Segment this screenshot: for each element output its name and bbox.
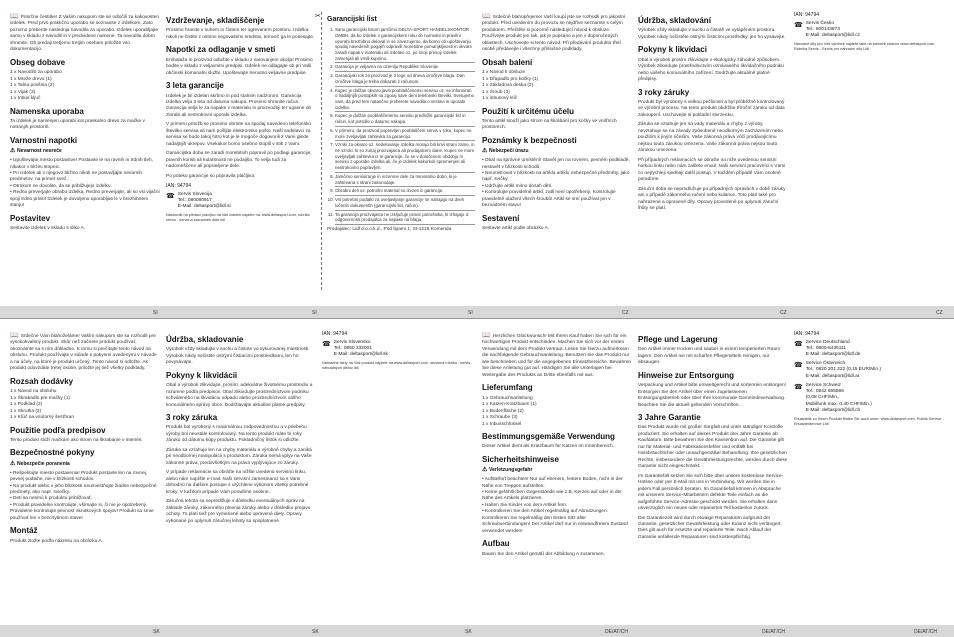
sk-service xyxy=(322,340,472,359)
si-column-2 xyxy=(166,12,316,227)
list-item: • Otrokom ne dovolite, da se približujejo izdelku. xyxy=(10,184,160,190)
de-heading-ents: Hinweise zur Entsorgung xyxy=(638,370,735,380)
list-item: 1 x Katzen-Kratzbaum (1) xyxy=(482,402,537,408)
sk-zar-text-1: Produkt bol vyrobený s maximálnou zodpovednosťou a v priebehu výroby bol neustále kontrolovaný. Na tento produkt máte tri roky záruku od dátumu kúpy produktu. Pokladničný lístok si odložte. xyxy=(166,425,307,444)
si-heading-varn: Varnostni napotki xyxy=(10,135,78,145)
list-item: • Halten Sie Kinder von dem Artikel fern. xyxy=(482,503,632,509)
list-item: 1 x Skrutka (3) xyxy=(10,408,42,414)
list-item: 10. Vsi potrebni podatki za uveljavljanje garancije se nahajajo na dveh ločenih dokumentih (garancijski list, račun). xyxy=(335,196,475,210)
page-label: DE/AT/CH xyxy=(762,628,785,635)
service-name: Service Schweiz xyxy=(805,382,841,388)
sk-tiny-note: Náhradné diely na Váš produkt nájdete na www.deltasport.com, servisná rubrika - servis náhradných dielov lidl xyxy=(322,361,471,371)
sk-rozsah-list xyxy=(10,389,160,421)
de-gar-text-3: Die Garantiezeit wird durch etwaige Reparaturen aufgrund der Garantie, gesetzlicher Gewährleistung oder Kulanz nicht verlängert. Dies gilt auch für ersetzte und reparierte Teile. Nach Ablauf der Garantie anfallende Reparaturen sind kostenpflichtig. xyxy=(638,515,782,540)
page-label: SK xyxy=(312,628,319,635)
list-item: • Upoštevajte mesto postavitve! Postavite le na ravnih in trdnih tleh, nikakor v bližini stopnic. xyxy=(10,158,160,171)
list-item: • Neumisťovat v blízkosti na artiklu artiklu nebezpečné předměty, jako např. svíčky. xyxy=(482,171,632,184)
list-item: 1 x Základová deska (2) xyxy=(482,83,534,89)
list-item: 1 x Dřapadlo pro kočky (1) xyxy=(482,76,539,82)
list-item: 3. Garancijski rok za proizvod je 3 lege od dneva izročitve blaga. Dan izročitve blaga je treba dokazati z računom. xyxy=(335,72,475,86)
list-item: 1 x Inbus ključ xyxy=(10,96,41,102)
cz-zar-text-1: Produkt byl vyrobený s velkou pečlivostí a byl průběžně kontrolovaný ve výrobní procesu. Na tento produkt obdržíte tříroční záruku od data zakoupení. Uschovejte si pokladní stvrzenku. xyxy=(638,99,785,118)
si-heading-vzdr: Vzdrževanje, skladiščenje xyxy=(166,16,265,25)
de-intro: 📖 Herzlichen Glückwunsch! Mit Ihrem Kauf haben Sie sich für ein hochwertiges Produkt entschieden. Machen Sie sich vor der ersten Verwendung mit dem Produkt vertraut. Lesen Sie hierzu aufmerksam die nachfolgende Gebrauchsanleitung. Benutzen Sie das Produkt nur wie beschrieben und für die angegebenen Einsatzbereiche. Bewahren Sie diese Anleitung gut auf. Händigen Sie alle Unterlagen bei Weitergabe des Produkts an Dritte ebenfalls mit aus. xyxy=(482,332,632,378)
si-intro: 📖 Prisrčne čestitke! Z Vašim nakupom ste se odločili za kakovosten izdelek. Pred prvo praktično uporabo se seznanite z izdelkom. Zato pozorno preberite naslednja navodila za uporabo. Izdelek uporabljajte samo v skladu z navodili in v predvidene namene. Ta navodila dobro shranite. Ob predaji tretjemu tretjim osebam priložite vso dokumentacijo. xyxy=(10,13,159,53)
si-warning: ⚠ Nevarnost nesreče xyxy=(10,148,160,156)
phone-icon: ☎ xyxy=(794,340,803,348)
cz-likv-text: Obal a výrobek prosím zlikvidujte v ekologicky záhodné způsobem. Výrobek zlikvidujte prostřednictvím uznávaného likvidačního podniku nebo vašeho komunálního zařízení. Dodržujte aktuálně platné předpisy. xyxy=(638,57,784,83)
cz-bezp-list xyxy=(482,158,632,210)
list-item: • Rešpektujte miesto postavenia! Produkt postavte len na rovnej, pevnej podlahe, nie v blízkosti schodov. xyxy=(10,471,160,484)
list-item: • Keine gefährlichen Gegenstände wie z.B. Kerzen auf oder in der Nähe des Artikels platzieren. xyxy=(482,490,632,503)
list-item: 1 x Gebrauchsanleitung xyxy=(482,395,533,401)
book-icon: 📖 xyxy=(482,332,491,339)
de-best-text: Dieser Artikel dient als Kratzbaum für Katzen im Innenbereich. xyxy=(482,444,614,450)
de-sich-list xyxy=(482,477,632,535)
cz-zar-text-2: Záruka se vztahuje jen na vady materiálu a chyby z výroby, nevztahuje se na závady způsobené neodborným zacházením nebo použitím k jiným účelům. Vaše zákonná práva vůči prodávajícímu nejsou touto zárukou omezena. Vaše zákonná práva nejsou touto zárukou omezena. xyxy=(638,122,783,154)
phone-icon: ☎ xyxy=(794,21,803,29)
cz-heading-likv: Pokyny k likvidaci xyxy=(638,45,707,55)
cz-heading-sest: Sestavení xyxy=(482,213,520,223)
de-heading-best: Bestimmungsgemäße Verwendung xyxy=(482,432,615,442)
sk-zar-text-4: Záručná lehota sa nepredlžuje v dôsledku eventuálnych opráv na základe záruky, zákonného plnenia záruky alebo v dôsledku prejavu ochoty. To platí tiež pre vymenené alebo opravené diely. Opravy vykonané po uplynutí záručnej lehoty sú spoplatnené. xyxy=(166,499,311,524)
de-heading-gar: 3 Jahre Garantie xyxy=(638,413,701,423)
sk-heading-rozsah: Rozsah dodávky xyxy=(10,376,74,386)
service-mail: E-Mail: deltasport@lidl.sk xyxy=(333,351,388,357)
sk-heading-mont: Montáž xyxy=(10,526,38,536)
list-item: 1 x inbusový klíč xyxy=(482,96,518,102)
page-label: SK xyxy=(465,628,472,635)
cz-column-2 xyxy=(638,12,788,215)
si-odl-text: Embalaža in proizvod odložite v skladu z varovanjem okolja! Prosimo bodite v skladu z veljavnimi predpisi. Izdelek ne odlagajte ob pri Vaši občinski komunalni službi. Upoštevajte trenutno veljavne predpise. xyxy=(166,57,313,76)
list-item: 1 x Vijak (3) xyxy=(10,89,36,95)
service-tel: Tel.: 0800-5435111 xyxy=(805,345,847,351)
list-item: 1 x Mreže drevo (1) xyxy=(10,76,52,82)
cz-heading-obsah: Obsah balení xyxy=(482,57,533,67)
si-tiny-note: Naslovnik na plinsko pravljico na Vaš izdelek najdete na: www.deltasport.com, rubrika servis - servis-a zaznamek dobi lidl xyxy=(166,213,310,223)
si-heading-namen: Namenska uporaba xyxy=(10,106,84,116)
de-column-1 xyxy=(482,331,632,561)
si-heading-obseg: Obseg dobave xyxy=(10,57,66,67)
page-label: SI xyxy=(153,309,158,316)
list-item: • Produkt pravidelne kontrolujte, všímajte si, či nie je opotrebený. Pravidelne kontrolujte pevnosť skrutkových spojov! Produkt sa smie používať len v bezchybnom stave! xyxy=(10,503,160,522)
service-tel: Tel.: 0850 232001 xyxy=(333,345,372,351)
si-ian: IAN: 94794 xyxy=(166,183,192,190)
list-item: 9. Obrabni deli oz. potrošni material so izvzeti iz garancije. xyxy=(335,187,475,196)
sk-heading-zar: 3 roky záruka xyxy=(166,413,218,423)
service-name: Service Österreich xyxy=(805,361,846,367)
top-footer-bar xyxy=(0,306,954,318)
list-item: 1. Sami garancijski listom jamčimo DELTA-SPORT HANDELSKONTOR GMBH, da bo izdelek v garancijskem roku ob normalni in pravilni uporabi brezhibno deloval in se zavezujemo, da bomo ob upoštevanju spodaj navedenih pogojih odpravili morebitne pomanjkljivosti in okvare zaradi napak v materialu ali izdelavi oz. po svoji presoji izdelek zamenjali ali vrnili kupnino. xyxy=(335,26,475,63)
sk-intro: 📖 Srdečne Vám blahoželáme! Vaším nákupom ste sa rozhodli pre vysokokvalitný produkt. Skôr než začnete produkt používať, oboznámte sa s ním dôkladne. K tomu si prečítajte tento návod na obsluhu. Produkt používajte v súlade s pokynmi uvedenými v návode a na účely, na ktoré je produkt určený. Tento návod si odložte. Ak produkt odovzdáte tretej osobe, priložte jej tiež všetky podklady. xyxy=(10,332,157,372)
cz-heading-zar: 3 roky záruky xyxy=(638,87,690,97)
top-spread xyxy=(0,0,954,318)
list-item: 1 x Šroub (3) xyxy=(482,89,510,95)
list-item: • Kontrolujte pravidelně artikl, zatli není opotřebený. Kontrolujte pravidelně utažení všech šroubů! Artikl se smí používat jen v bezvadném stavu! xyxy=(482,190,632,209)
si-heading-gar: 3 leta garancije xyxy=(166,81,224,91)
de-column-3 xyxy=(794,331,944,430)
list-item: 6. V primeru, da proizvod popravljen pooblaščeni servis v roku, kupec ne more zveljavljati zahtevka za garancijo. xyxy=(335,127,475,141)
service-mail: E-Mail: deltasport@lidl.at xyxy=(805,373,860,379)
service-name: Servis Slovensko xyxy=(333,339,371,345)
list-item: 1 x Návod na obsluhu xyxy=(10,389,57,395)
de-heading-auf: Aufbau xyxy=(482,539,510,549)
service-name: Servis Slovenija xyxy=(177,191,212,197)
phone-icon: ☎ xyxy=(794,383,803,391)
si-gar-text-3: Garancijska doba se zaradi morebitnih popravil po podlagi garancije, pravnih koristi ali kulantnosti ne podaljša. To velja tudi za nadomeščene ali popravljene dele. xyxy=(166,151,312,170)
page-label: DE/AT/CH xyxy=(914,628,937,635)
cut-line xyxy=(321,12,322,290)
si-service xyxy=(166,192,316,211)
sk-ian: IAN: 94794 xyxy=(322,331,348,337)
cz-heading-pouz: Použití k určitému účelu xyxy=(482,106,575,116)
book-icon: 📖 xyxy=(482,13,491,20)
cz-zar-text-4: Záruční doba se neprodlužuje po případných opravách v době záruky ani v případě zákonného ručení nebo kulance. Toto platí také pro nahrazené a opravené díly. Opravy provedené po uplynutí záruční lhůty se platí. xyxy=(638,186,786,212)
cz-zar-text-3: Při případných reklamacích se obraťte na níže uvedenou servisní horkou linku nebo nám zašlete email. Naši servisní pracovníci s Vámi co nejrychleji sjednají další postup. V každém případě Vám osobně poradíme. xyxy=(638,157,786,183)
list-item: 1 x Inbusschlüssel xyxy=(482,421,522,427)
service-tel: Tel.: 0820 201 222 (0,15 EUR/Min.) xyxy=(805,367,881,373)
sk-heading-pouz: Použitie podľa predpisov xyxy=(10,425,106,435)
si-heading-odl: Napotki za odlaganje v smeti xyxy=(166,45,276,55)
si-heading-post: Postavitev xyxy=(10,213,51,223)
de-warning: ⚠ Verletzungsgefahr xyxy=(482,467,632,475)
list-item: • Kontrollieren Sie den Artikel regelmäßig auf Abnutzungen. Kontrollieren Sie regelmäßig den festen Sitz aller Schraubverbindungen! Der Artikel darf nur in einwandfreiem Zustand verwendet werden! xyxy=(482,509,632,535)
de-ents-text: Verpackung und Artikel bitte umweltgerecht und sortenrein entsorgen! Entsorgen Sie den Artikel über einen zugelassenen Entsorgungsbetrieb oder über Ihre kommunale Gemeindeverwaltung. Beachten Sie die aktuell geltenden Vorschriften. xyxy=(638,383,786,408)
phone-icon: ☎ xyxy=(322,340,331,348)
service-name: Servis Česko xyxy=(805,20,834,26)
si-namen-text: Ta izdelek je namenjen uporabi kot praskalno drevo za mačke v notranjih prostorih. xyxy=(10,118,145,131)
list-item: • Aufstellort beachten! Nur auf ebenem, festem Boden, nicht in der Nähe von Treppen aufstellen. xyxy=(482,477,632,490)
sk-pouz-text: Tento produkt slúži mačkám ako strom na škrabanie v interiéri. xyxy=(10,437,143,443)
sk-mont-text: Produkt zložte podľa nákresu na obrázku A. xyxy=(10,538,103,544)
si-column-1 xyxy=(10,12,160,236)
cz-pouz-text: Tento artikl slouží jako strom na škrábání pro kočky ve vnitřních prostorech. xyxy=(482,118,617,131)
list-item: 11. Ta garancija proizvajalca ne izključuje pravic potrošnika, ki izhajajo iz odgovornosti prodajalca za napake na blagu. xyxy=(335,211,475,225)
sk-heading-udrz: Údržba, skladovanie xyxy=(166,335,244,344)
de-gar-text-2: Im Garantiefall setzen Sie sich bitte über unsere kostenlose Service-Hotline oder per E-Mail mit uns in Verbindung. Wir werden Sie in jedem Fall persönlich beraten. Im Garantiefall können in Absprache mit unserem Service-Mitarbeitern defekte Teile einfach an die aufgeführte Service-Adresse geschickt werden. Sie erhalten dann unverzüglich ein neues oder repariertes Teil kostenlos zurück. xyxy=(638,473,784,512)
page-label: CZ xyxy=(936,309,943,316)
service-mail: E-Mail: deltasport@lidl.cz xyxy=(805,32,860,38)
page-label: CZ xyxy=(622,309,629,316)
page-label: DE/AT/CH xyxy=(605,628,628,635)
bottom-spread xyxy=(0,319,954,637)
sk-zar-text-3: V prípade reklamácie sa obráťte na nižšie uvedenú servisnú linku, alebo nám napíšte e-mail. Naši servisní zamestnanci sa s Vami dohodnú na ďalšom postupe s urýchlene výkonom všetky potrebné kroky. V každom prípade Vám poradíme osobne. xyxy=(166,470,309,495)
si-seller: Prodajalec: Lidl d.o.o.k.d., Pod lipami 1, SI-1218 Komenda xyxy=(327,226,452,232)
cz-column-1 xyxy=(482,12,632,236)
cz-obsah-list xyxy=(482,70,632,102)
de-pfl-text: Den Artikel immer trocken und sauber in einem temperierten Raum lagern. Den Artikel nie mit scharfen Pflegemitteln reinigen, nur absaugen. xyxy=(638,347,781,366)
si-guarantee-list xyxy=(327,26,475,225)
cz-ian: IAN: 94794 xyxy=(794,12,820,18)
si-heading-garlist: Garancijski list xyxy=(327,16,377,23)
de-ian: IAN: 94794 xyxy=(794,331,820,337)
si-column-3 xyxy=(327,12,475,236)
de-column-2 xyxy=(638,331,788,544)
list-item: 7. Vzroki za okvaro oz. nedelovanje izdelka morajo biti krivi strani zame, in ne vzroki, ki so zunaj proizvajalca ali prodajalcem dane. Kupec ne more uveljavljati zahtevka iz te garancije, če se v določenem obdobju ni servisu z uporabe izdelka ali, če je izdelek kakorkoli spremenjen ali nestrokovno popravljen. xyxy=(335,141,475,173)
si-gar-text-1: Izdelek je bil izdelan skrbno in pod stalnim nadzorom. Garancija izdelka velja 3 leta od datuma nakupa. Prosimo shranite račun. Garancija velja le za napake v materialu in proizvodnji ter ugasne ob zlorabi ali nestrokovni uporabi izdelka. xyxy=(166,93,312,118)
service-tel: Tel.: 0842 665566 xyxy=(805,389,844,395)
de-lief-list xyxy=(482,396,632,428)
sk-heading-bezp: Bezpečnostné pokyny xyxy=(10,448,95,458)
list-item: 1 x Schraube (3) xyxy=(482,415,518,421)
si-vzdr-text: Prosimo hranite v suhem in čistem ter ogrevanem prostoru. Izdelka nikoli ne čistite z ostrimi negovalnimi sredstvi, temveč ga le posesajte. xyxy=(166,28,315,40)
sk-zar-text-2: Záruka sa vzťahuje len na chyby materiálu a výrobné chyby a zaniká pri neodbornej manipulácii s produktom. Záruka nemá vplyv na Vaše zákonné práva, predovšetkým na práva vyplývajúce zo záruky. xyxy=(166,447,312,466)
service-mail: E-Mail: deltasport@lidl.si xyxy=(177,204,231,210)
de-service-de xyxy=(794,340,944,359)
phone-icon: ☎ xyxy=(794,362,803,370)
list-item: 2. Garancija je veljavna na ozemlju Republike Slovenije. xyxy=(335,63,475,72)
list-item: 4. Kupec je dolžan okvaro javiti pooblaščenemu servisu oz. se informirati o nadaljnjih postopkih na zgoraj nave deni telefonski številki. Svetujemo vam, da pred tem natančno preberete navodila o sestavi in uporabi izdelka. xyxy=(335,87,475,113)
service-name: Service Deutschland xyxy=(805,339,850,345)
sk-udrz-text: Výrobok vždy skladujte v suchu a čistote vo vykurovanej miestnosti. Výrobok nikdy nečistite ostrými čistiacimi prostriedkami, len ho povysávajte. xyxy=(166,347,310,366)
list-item: 1 x Návod k obsluze xyxy=(482,70,526,76)
cz-sest-text: Sestavte artikl podle obrázku A. xyxy=(482,226,550,232)
de-heading-sich: Sicherheitshinweise xyxy=(482,454,559,464)
cz-service xyxy=(794,21,944,40)
list-item: • Udržujte artikl mimo dosah dětí. xyxy=(482,184,632,190)
list-item: 1 x Kľúč na vnútorný šesťhran xyxy=(10,415,74,421)
book-icon: 📖 xyxy=(10,332,19,339)
service-tel: Tel.: 080080917 xyxy=(177,197,212,203)
page-label: CZ xyxy=(780,309,787,316)
scissors-icon: ✂ xyxy=(315,13,321,20)
si-gar-text-4: Po poteku garancije so popravila plačljiva. xyxy=(166,173,256,179)
de-auf-text: Bauen Sie den Artikel gemäß der Abbildung A zusammen. xyxy=(482,551,605,557)
si-varn-list xyxy=(10,158,160,210)
cz-warning: ⚠ Nebezpečí úrazu xyxy=(482,148,632,156)
service-tel: Tel.: 800143873 xyxy=(805,26,840,32)
service-mail: E-Mail: deltasport@lidl.de xyxy=(805,351,861,357)
cz-column-3 xyxy=(794,12,944,55)
book-icon: 📖 xyxy=(10,13,19,20)
cz-tiny-note: Návodné díly pro Váš výrobek najdete také na webové stránce www.deltasport.com, Rubrika Servis - Servis pro náhradní díly Lidl xyxy=(794,42,936,52)
list-item: • Dbat na správné umístění! Stavět jen na rovném, pevném podkladě, nestavět v blízkosti schodů. xyxy=(482,158,632,171)
cz-intro: 📖 Srdečně blahopřejeme! Vaší koupí jste se rozhodli pro jakostní produkt. Před uvedením do provozu se nejdříve seznamte s celým produktem. Přečtěte si pozorně následující návod k obsluze. Používejte produkt jen tak, jak je popsáno a jen v doporučených oblastech. Uschovejte si tento návod. Při předávání produktu třetí osobě předávejte i všechny příslušné podklady. xyxy=(482,13,626,53)
service-mail: E-Mail: deltasport@lidl.ch xyxy=(805,407,861,413)
list-item: 1 x Navodilo za uporabo xyxy=(10,70,62,76)
cz-heading-bezp: Poznámky k bezpečnosti xyxy=(482,135,577,145)
si-gar-text-2: V primeru pritožb se prosimo obrnite na spodaj navedeno telefonsko številko servisa ali nam pošljite elektronsko pošto. Naši sodelavci za servisa se bodo takoj hitro kot je le mogoče dogovorili z Vami glede nadaljnjih ukrepov. Vsekakor bomo osebno stopili v stik z Vami. xyxy=(166,122,312,147)
sk-likv-text: Obal a výrobok zlikvidujte, prosím, adekvátne životnému prostrediu a rozumne podľa predpisov. Obal zlikvidujte prostredníctvom podniku schváleného na likvidáciu odpadu alebo prostredníctvom vášho komunálneho správy obce. Dodržiavajte aktuálne platné predpisy. xyxy=(166,383,313,408)
cz-heading-udrz: Údržba, skladování xyxy=(638,16,711,25)
sk-column-1 xyxy=(10,331,160,548)
sk-warning: ⚠ Nebezpečie poranenia xyxy=(10,461,160,469)
phone-icon: ☎ xyxy=(166,192,175,200)
list-item: • Na produkt alebo v jeho blízkosti neumiestňujte žiadne nebezpečné predmety, ako napr. sviečky. xyxy=(10,484,160,497)
page-label: SI xyxy=(468,309,473,316)
sk-heading-likv: Pokyny k likvidácii xyxy=(166,370,238,380)
de-service-at xyxy=(794,361,944,380)
sk-column-2 xyxy=(166,331,316,528)
list-item: • Pri izdelek ali v njegovo bližino nikoli ne postavljajte nevarnih predmetov, na primer sveč. xyxy=(10,171,160,184)
service-rate-mobile: Mobilfunk max. 0,40 CHF/Min.) xyxy=(805,401,872,407)
de-service-ch xyxy=(794,383,944,414)
list-item: • Deti sa nesmú k produktu približovať. xyxy=(10,496,160,502)
page-label: SI xyxy=(312,309,317,316)
sk-bezp-list xyxy=(10,471,160,523)
de-heading-lief: Lieferumfang xyxy=(482,383,533,393)
si-obseg-list xyxy=(10,70,160,102)
de-gar-text-1: Das Produkt wurde mit großer Sorgfalt und unter ständiger Kontrolle produziert. Sie erhalten auf dieses Produkt drei Jahre Garantie ab Kaufdatum. Bitte bewahren Sie den Kassenbon auf. Die Garantie gilt nur für Material- und Fabrikationsfehler und entfällt bei missbräuchlicher oder unsachgemäßer Behandlung. Ihre gesetzlichen Rechte, insbesondere die Gewährleistungsrechte, werden durch diese Garantie nicht eingeschränkt. xyxy=(638,425,788,470)
bottom-footer-bar xyxy=(0,625,954,637)
service-rate: (0,08 CHF/Min., xyxy=(805,395,840,401)
de-heading-pfl: Pflege und Lagerung xyxy=(638,335,718,344)
cz-udrz-text: Výrobek vždy skladujte v suchu a čistotě ve vytápěném prostoru. Výrobek nikdy nečistěte ostrými čisticími prostředky, jen ho vysávejte. xyxy=(638,28,786,40)
list-item: 5. Kupec je dolžan pooblaščenemu servisu predložiti garancijski list in račun, kot potrdilo o datumu nakupa. xyxy=(335,112,475,126)
si-post-text: Sestavite izdelek v skladu s sliko A. xyxy=(10,226,86,232)
list-item: 1 x Škrabadlo pre mačky (1) xyxy=(10,395,70,401)
list-item: 1 x Podklad (2) xyxy=(10,402,43,408)
list-item: 8. Jamčimo servisiranje in rezervne dele za minimalno dobo, ki je zahtevana s strani zakonodaje. xyxy=(335,173,475,187)
de-tiny-note: Ersatzteile zu Ihrem Produkt finden Sie auch unter: www.deltasport.com, Rubrik Service - Ersatzteilservice Lidl xyxy=(794,417,944,427)
list-item: 1 x Talna povšina (2) xyxy=(10,83,55,89)
list-item: • Redno preverjajte obrabo izdelka. Redno preverjajte, ali so vsi vijačni spoji trdno priviti! Izdelek je dovoljeno uporabljati le v brezhibnem stanju! xyxy=(10,190,160,209)
page-label: SK xyxy=(153,628,160,635)
list-item: 1 x Bodenfläche (2) xyxy=(482,408,524,414)
sk-column-3 xyxy=(322,331,472,374)
